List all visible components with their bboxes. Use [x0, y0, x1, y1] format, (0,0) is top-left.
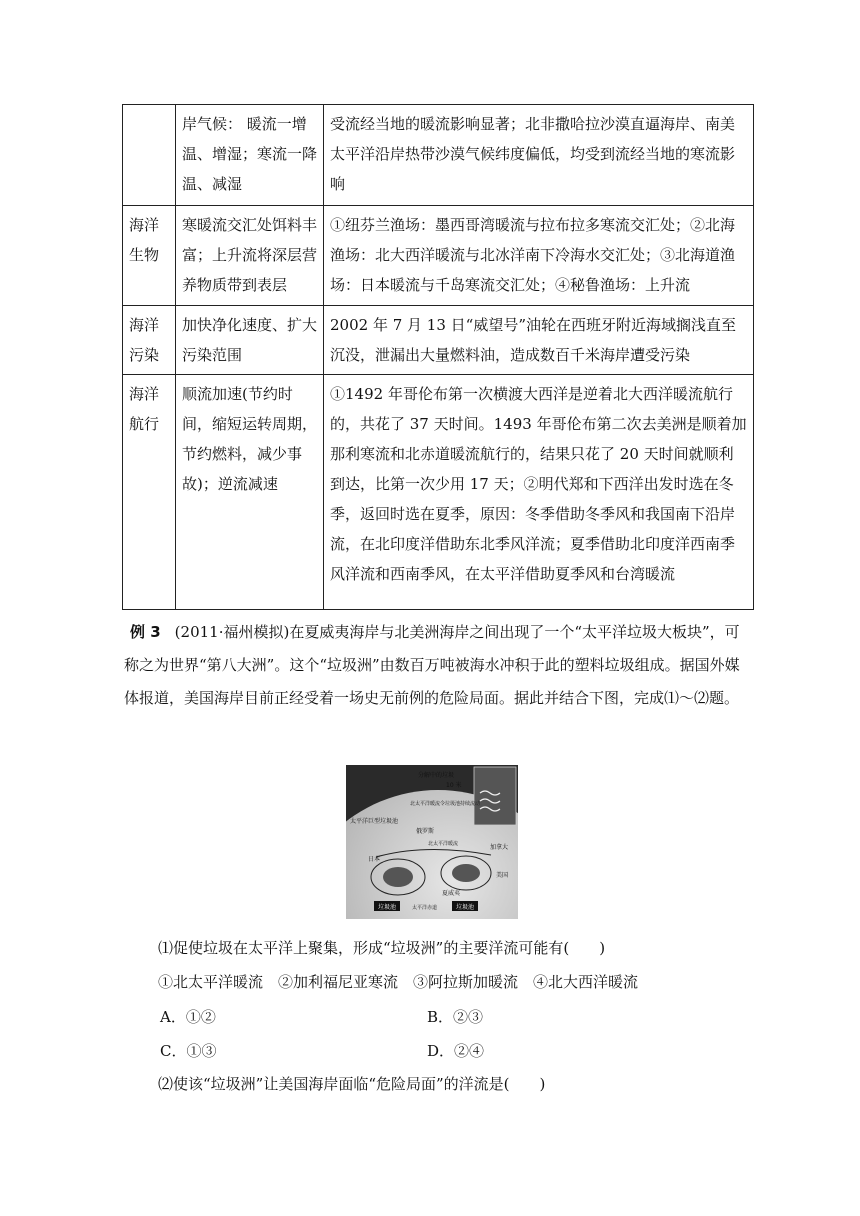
example-text: (2011·福州模拟)在夏威夷海岸与北美洲海岸之间出现了一个“太平洋垃圾大板块”，可称之为世界“第八大洲”。这个“垃圾洲”由数百万吨被海水冲积于此的塑料垃圾组成。据国外媒体报道，美国海岸目前正经受着一场史无前例的危险局面。据此并结合下图，完成⑴～⑵题。	[124, 623, 740, 707]
category-cell: 海洋航行	[123, 375, 176, 610]
right-garbage-patch	[452, 864, 480, 882]
table-row	[123, 105, 754, 206]
category-cell: 海洋污染	[123, 306, 176, 375]
example-label: 例 3	[130, 623, 161, 641]
question-2: ⑵使该“垃圾洲”让美国海岸面临“危险局面”的洋流是( )	[158, 1075, 546, 1093]
equator-label: 太平洋赤道	[412, 905, 438, 911]
right-patch-label: 垃圾池	[456, 904, 475, 911]
table-row	[123, 306, 754, 375]
table-row	[123, 206, 754, 306]
left-garbage-patch	[383, 867, 413, 887]
effect-cell: 寒暖流交汇处饵料丰富；上升流将深层营养物质带到表层	[176, 206, 324, 306]
effect-cell: 顺流加速(节约时间，缩短运转周期，节约燃料，减少事故)；逆流减速	[176, 375, 324, 610]
example-cell: ①纽芬兰渔场：墨西哥湾暖流与拉布拉多寒流交汇处；②北海渔场：北大西洋暖流与北冰洋南下冷海水交汇处；③北海道渔场：日本暖流与千岛寒流交汇处；④秘鲁渔场：上升流	[324, 206, 754, 306]
option-a: A．①②	[160, 1008, 216, 1026]
category-cell	[123, 105, 176, 206]
category-cell: 海洋生物	[123, 206, 176, 306]
option-b: B．②③	[427, 1008, 484, 1026]
question-1: ⑴促使垃圾在太平洋上聚集，形成“垃圾洲”的主要洋流可能有( )	[158, 939, 606, 957]
current-note-label: 北太平洋暖流令垃圾池持续流动	[410, 801, 481, 807]
effect-cell: 加快净化速度、扩大污染范围	[176, 306, 324, 375]
canada-label: 加拿大	[490, 844, 509, 851]
question-1-items: ①北太平洋暖流 ②加利福尼亚寒流 ③阿拉斯加暖流 ④北大西洋暖流	[158, 973, 639, 991]
example-paragraph	[124, 616, 754, 715]
effect-cell: 岸气候： 暖流一增温、增湿；寒流一降温、减湿	[176, 105, 324, 206]
hawaii-label: 夏威夷	[442, 890, 461, 897]
depth-label: 10 米	[446, 782, 462, 789]
decomposing-label: 分解中的垃圾	[418, 772, 455, 779]
usa-label: 美国	[496, 872, 509, 879]
table-row	[123, 375, 754, 610]
example-cell: ①1492 年哥伦布第一次横渡大西洋是逆着北大西洋暖流航行的，共花了 37 天时间。1493 年哥伦布第二次去美洲是顺着加那利寒流和北赤道暖流航行的，结果只花了 20 天时间就顺利到达，比第一次少用 17 天；②明代郑和下西洋出发时选在冬季，返回时选在夏季，原因：冬季借助冬季风和我国南下沿岸流，在北印度洋借助东北季风洋流；夏季借助北印度洋西南季风洋流和西南季风，在太平洋借助夏季风和台湾暖流	[324, 375, 754, 610]
japan-label: 日本	[368, 856, 381, 863]
north-pacific-label: 北太平洋暖流	[428, 841, 459, 847]
option-c: C．①③	[160, 1042, 217, 1060]
ocean-current-table	[122, 104, 754, 610]
left-patch-label: 垃圾池	[378, 904, 397, 911]
example-cell: 受流经当地的暖流影响显著；北非撒哈拉沙漠直逼海岸、南美太平洋沿岸热带沙漠气候纬度偏低，均受到流经当地的寒流影响	[324, 105, 754, 206]
garbage-cube-inset	[474, 767, 516, 825]
giant-patch-label: 太平洋巨型垃圾池	[350, 818, 399, 825]
russia-label: 俄罗斯	[416, 828, 435, 835]
example-cell: 2002 年 7 月 13 日“威望号”油轮在西班牙附近海域搁浅直至沉没，泄漏出大量燃料油，造成数百千米海岸遭受污染	[324, 306, 754, 375]
garbage-patch-figure	[346, 765, 518, 919]
option-d: D．②④	[427, 1042, 485, 1060]
